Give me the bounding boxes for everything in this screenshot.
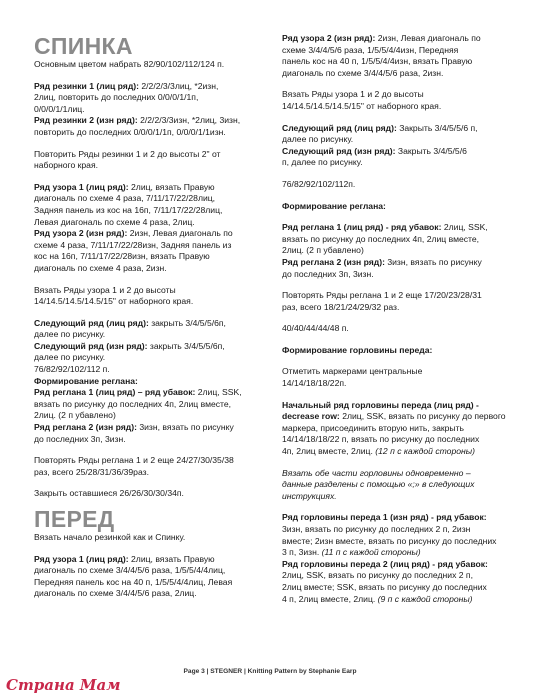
- raglan-row-2: Ряд реглана 2 (изн ряд): 3изн, вязать по рисунку: [34, 422, 234, 433]
- section-heading-back: СПИНКА: [34, 33, 133, 59]
- neck-row-2-text: 2лиц, SSK, вязать по рисунку до последних 2 п,: [282, 570, 473, 581]
- both-sides-note-cont: данные разделены с помощью «;» в следующих: [282, 479, 475, 490]
- pattern-row-1-cont3: Левая диагональ по схеме 4 раза, 2лиц.: [34, 216, 195, 227]
- front-pattern-row-2-cont: схеме 3/4/4/5/6 раза, 1/5/5/4/4изн, Передняя: [282, 44, 459, 55]
- page-footer: Page 3 | STEGNER | Knitting Pattern by Stephanie Earp: [183, 668, 357, 675]
- front-pattern-row-1-cont: диагональ по схеме 3/4/4/5/6 раза, 1/5/5/4/4лиц,: [34, 565, 226, 576]
- front-stitch-count: 76/82/92/102/112п.: [282, 178, 356, 189]
- pattern-repeat: Вязать Ряды узора 1 и 2 до высоты: [34, 284, 176, 295]
- front-next-row-rs: Следующий ряд (лиц ряд): Закрыть 3/4/5/5/6 п,: [282, 122, 478, 133]
- cast-on-text: Основным цветом набрать 82/90/102/112/124 п.: [34, 59, 225, 69]
- front-stitch-count-2: 40/40/44/44/48 п.: [282, 323, 349, 334]
- front-pattern-repeat-cont: 14/14.5/14.5/14.5/15" от наборного края.: [282, 100, 442, 111]
- rib-row-1-cont2: 0/0/0/1/1лиц.: [34, 103, 85, 114]
- neck-row-1-text: 3изн, вязать по рисунку до последних 2 п, 2изн: [282, 524, 471, 534]
- rib-row-1-cont: 2лиц, повторить до последних 0/0/0/1/1п,: [34, 92, 199, 103]
- pattern-row-1: Ряд узора 1 (лиц ряд): 2лиц, вязать Правую: [34, 181, 215, 192]
- markers-text-cont: 14/14/18/18/22п.: [282, 378, 347, 389]
- neck-row-2-cont: 2лиц вместе; SSK, вязать по рисунку до последних: [282, 581, 487, 592]
- front-raglan-repeat: Повторять Ряды реглана 1 и 2 еще 17/20/23/28/31: [282, 290, 482, 301]
- front-raglan-repeat-cont: раз, всего 18/21/24/29/32 раз.: [282, 301, 400, 312]
- pattern-repeat-cont: 14/14.5/14.5/14.5/15" от наборного края.: [34, 296, 194, 307]
- both-sides-note-cont2: инструкциях.: [282, 490, 337, 501]
- front-next-row-rs-cont: далее по рисунку.: [282, 134, 354, 145]
- neck-start-label: Начальный ряд горловины переда (лиц ряд) -: [282, 399, 479, 410]
- neck-start-cont3: 4п, 2лиц вместе, 2лиц. (12 п с каждой стороны): [282, 446, 475, 457]
- stitch-count: 76/82/92/102/112 п.: [34, 364, 110, 375]
- next-row-rs-cont: далее по рисунку.: [34, 329, 106, 340]
- pattern-row-2-cont: схеме 4 раза, 7/11/17/22/28изн, Задняя панель из: [34, 239, 232, 250]
- pattern-row-2-cont3: диагональ по схеме 4 раза, 2изн.: [34, 262, 167, 273]
- right-column: [282, 0, 527, 605]
- rib-row-1: Ряд резинки 1 (лиц ряд): 2/2/2/3/3лиц, *2изн,: [34, 80, 219, 91]
- raglan-row-1-cont: вязать по рисунку до последних 4п, 2лиц вместе,: [34, 398, 232, 409]
- front-pattern-row-1: Ряд узора 1 (лиц ряд): 2лиц, вязать Правую: [34, 553, 215, 564]
- section-heading-front: ПЕРЕД: [34, 506, 115, 532]
- front-raglan-row-1: Ряд реглана 1 (лиц ряд) - ряд убавок: 2лиц, SSK,: [282, 222, 488, 233]
- pattern-row-1-cont: диагональ по схеме 4 раза, 7/11/17/22/28лиц,: [34, 193, 216, 204]
- watermark-logo: Страна Мам: [6, 676, 121, 694]
- neck-row-1-label: Ряд горловины переда 1 (изн ряд) - ряд убавок:: [282, 512, 487, 523]
- raglan-row-1-cont2: 2лиц. (2 п убавлено): [34, 410, 116, 421]
- rib-row-2-cont: повторить до последних 0/0/0/1/1п, 0/0/0/1/1изн.: [34, 126, 226, 137]
- both-sides-note: Вязать обе части горловины одновременно –: [282, 467, 471, 478]
- raglan-repeat: Повторять Ряды реглана 1 и 2 еще 24/27/30/35/38: [34, 455, 234, 466]
- neck-start-cont2: 14/14/18/18/22 п, вязать по рисунку до последних: [282, 434, 480, 445]
- neck-row-1-cont2: 3 п, 3изн. (11 п с каждой стороны): [282, 547, 421, 558]
- next-row-rs: Следующий ряд (лиц ряд): закрыть 3/4/5/5/6п,: [34, 317, 226, 328]
- neck-row-2-cont2: 4 п, 2лиц вместе, 2лиц. (9 п с каждой стороны): [282, 593, 473, 604]
- pattern-row-2: Ряд узора 2 (изн ряд): 2изн, Левая диагональ по: [34, 228, 233, 239]
- rib-repeat: Повторить Ряды резинки 1 и 2 до высоты 2" от: [34, 148, 221, 159]
- front-next-row-ws: Следующий ряд (изн ряд): Закрыть 3/4/5/5/6: [282, 145, 467, 156]
- front-pattern-row-2-cont3: диагональ по схеме 3/4/4/5/6 раза, 2изн.: [282, 67, 444, 78]
- front-next-row-ws-cont: п, далее по рисунку.: [282, 157, 363, 168]
- rib-repeat-cont: наборного края.: [34, 160, 99, 171]
- rib-row-2: Ряд резинки 2 (изн ряд): 2/2/2/3/3изн, *2лиц, 3изн,: [34, 115, 241, 126]
- raglan-repeat-cont: раз, всего 25/28/31/36/39раз.: [34, 466, 149, 477]
- neck-heading: Формирование горловины переда:: [282, 344, 433, 355]
- neck-start-row: decrease row: 2лиц, SSK, вязать по рисунку до первого: [282, 411, 506, 422]
- markers-text: Отметить маркерами центральные: [282, 366, 423, 377]
- raglan-row-1: Ряд реглана 1 (лиц ряд) – ряд убавок: 2лиц, SSK,: [34, 387, 242, 398]
- pattern-row-2-cont2: кос на 16п, 7/11/17/22/28изн, вязать Правую: [34, 251, 210, 262]
- front-pattern-row-2: Ряд узора 2 (изн ряд): 2изн, Левая диагональ по: [282, 33, 481, 43]
- next-row-ws: Следующий ряд (изн ряд): закрыть 3/4/5/5/6п,: [34, 340, 225, 351]
- front-raglan-row-2-cont: до последних 3п, 3изн.: [282, 268, 374, 279]
- left-column: [34, 0, 279, 600]
- pattern-row-1-cont2: Задняя панель из кос на 16п, 7/11/17/22/28лиц,: [34, 204, 223, 215]
- front-pattern-row-1-cont2: Передняя панель кос на 40 п, 1/5/5/4/4лиц, Левая: [34, 576, 233, 587]
- front-pattern-row-1-cont3: диагональ по схеме 3/4/4/5/6 раза, 2лиц.: [34, 588, 197, 599]
- neck-start-cont: маркера, присоединить вторую нить, закрыть: [282, 422, 464, 433]
- front-pattern-repeat: Вязать Ряды узора 1 и 2 до высоты: [282, 89, 424, 100]
- raglan-heading: Формирование реглана:: [34, 375, 138, 386]
- next-row-ws-cont: далее по рисунку.: [34, 352, 106, 363]
- neck-row-1-cont: вместе; 2изн вместе, вязать по рисунку до последних: [282, 535, 497, 546]
- neck-row-2-label: Ряд горловины переда 2 (лиц ряд) - ряд убавок:: [282, 558, 488, 569]
- front-raglan-heading: Формирование реглана:: [282, 200, 386, 211]
- front-pattern-row-2-cont2: панель кос на 40 п, 1/5/5/4/4изн, вязать Правую: [282, 56, 473, 67]
- raglan-row-2-cont: до последних 3п, 3изн.: [34, 433, 126, 444]
- front-start-text: Вязать начало резинкой как и Спинку.: [34, 532, 186, 542]
- front-raglan-row-1-cont2: 2лиц. (2 п убавлено): [282, 245, 364, 256]
- bind-off-text: Закрыть оставшиеся 26/26/30/30/34п.: [34, 488, 184, 499]
- front-raglan-row-1-cont: вязать по рисунку до последних 4п, 2лиц вместе,: [282, 233, 480, 244]
- front-raglan-row-2: Ряд реглана 2 (изн ряд): 3изн, вязать по рисунку: [282, 256, 482, 267]
